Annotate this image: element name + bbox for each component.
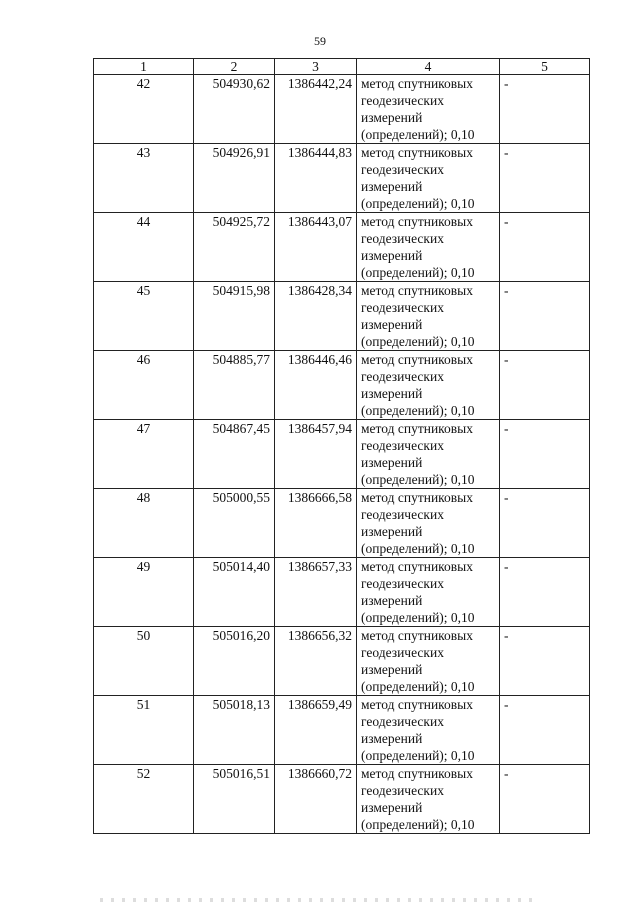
point-number-cell: 46 (94, 351, 194, 420)
point-number-cell: 50 (94, 627, 194, 696)
scan-artifact (100, 898, 540, 902)
table-row (94, 696, 590, 765)
y-coordinate-cell: 1386656,32 (275, 627, 357, 696)
x-coordinate-cell: 504867,45 (194, 420, 275, 489)
method-line: метод спутниковых (361, 214, 473, 229)
method-line: измерений (361, 662, 423, 677)
column-header-note: 5 (500, 59, 590, 75)
y-coordinate-cell: 1386666,58 (275, 489, 357, 558)
point-number-cell: 45 (94, 282, 194, 351)
method-line: геодезических (361, 93, 444, 108)
method-line: геодезических (361, 369, 444, 384)
x-coordinate-cell: 504885,77 (194, 351, 275, 420)
x-coordinate-cell: 504930,62 (194, 75, 275, 144)
y-coordinate-cell: 1386428,34 (275, 282, 357, 351)
point-number-cell: 47 (94, 420, 194, 489)
method-line: измерений (361, 110, 423, 125)
column-header-method: 4 (357, 59, 500, 75)
method-cell (357, 351, 500, 420)
method-line: геодезических (361, 783, 444, 798)
note-cell: - (500, 420, 590, 489)
method-cell (357, 420, 500, 489)
method-cell (357, 627, 500, 696)
y-coordinate-cell: 1386659,49 (275, 696, 357, 765)
note-cell: - (500, 282, 590, 351)
x-coordinate-cell: 504926,91 (194, 144, 275, 213)
method-line: измерений (361, 593, 423, 608)
method-line: метод спутниковых (361, 145, 473, 160)
column-header-number: 1 (94, 59, 194, 75)
x-coordinate-cell: 505016,51 (194, 765, 275, 834)
method-line: (определений); 0,10 (361, 679, 475, 694)
method-line: измерений (361, 800, 423, 815)
method-cell (357, 213, 500, 282)
x-coordinate-cell: 504915,98 (194, 282, 275, 351)
y-coordinate-cell: 1386457,94 (275, 420, 357, 489)
method-line: (определений); 0,10 (361, 472, 475, 487)
table-row (94, 351, 590, 420)
column-header-x: 2 (194, 59, 275, 75)
page-number: 59 (314, 34, 326, 48)
point-number-cell: 49 (94, 558, 194, 627)
table-row (94, 765, 590, 834)
method-line: измерений (361, 317, 423, 332)
method-cell (357, 489, 500, 558)
x-coordinate-cell: 505000,55 (194, 489, 275, 558)
x-coordinate-cell: 505016,20 (194, 627, 275, 696)
method-line: геодезических (361, 162, 444, 177)
note-cell: - (500, 213, 590, 282)
table-row (94, 627, 590, 696)
method-line: (определений); 0,10 (361, 334, 475, 349)
table-row (94, 489, 590, 558)
method-line: геодезических (361, 438, 444, 453)
table-body (94, 75, 590, 834)
method-line: (определений); 0,10 (361, 403, 475, 418)
table-row (94, 144, 590, 213)
method-line: (определений); 0,10 (361, 196, 475, 211)
method-line: (определений); 0,10 (361, 265, 475, 280)
method-line: (определений); 0,10 (361, 610, 475, 625)
y-coordinate-cell: 1386444,83 (275, 144, 357, 213)
method-line: измерений (361, 731, 423, 746)
method-line: геодезических (361, 576, 444, 591)
method-line: (определений); 0,10 (361, 541, 475, 556)
y-coordinate-cell: 1386657,33 (275, 558, 357, 627)
note-cell: - (500, 144, 590, 213)
method-line: геодезических (361, 645, 444, 660)
method-line: метод спутниковых (361, 283, 473, 298)
method-line: измерений (361, 455, 423, 470)
method-line: геодезических (361, 507, 444, 522)
x-coordinate-cell: 504925,72 (194, 213, 275, 282)
method-line: измерений (361, 386, 423, 401)
method-cell (357, 144, 500, 213)
note-cell: - (500, 558, 590, 627)
method-cell (357, 765, 500, 834)
point-number-cell: 43 (94, 144, 194, 213)
x-coordinate-cell: 505018,13 (194, 696, 275, 765)
coordinates-table (93, 58, 590, 834)
method-line: метод спутниковых (361, 766, 473, 781)
method-line: (определений); 0,10 (361, 127, 475, 142)
method-line: геодезических (361, 231, 444, 246)
method-line: метод спутниковых (361, 352, 473, 367)
point-number-cell: 51 (94, 696, 194, 765)
method-line: (определений); 0,10 (361, 748, 475, 763)
y-coordinate-cell: 1386442,24 (275, 75, 357, 144)
method-line: метод спутниковых (361, 421, 473, 436)
note-cell: - (500, 696, 590, 765)
table-row (94, 213, 590, 282)
table-row (94, 558, 590, 627)
method-line: метод спутниковых (361, 559, 473, 574)
point-number-cell: 52 (94, 765, 194, 834)
point-number-cell: 44 (94, 213, 194, 282)
table-row (94, 75, 590, 144)
method-line: измерений (361, 179, 423, 194)
column-header-y: 3 (275, 59, 357, 75)
method-cell (357, 558, 500, 627)
table-row (94, 282, 590, 351)
table-row (94, 420, 590, 489)
method-line: измерений (361, 248, 423, 263)
method-line: метод спутниковых (361, 76, 473, 91)
method-line: метод спутниковых (361, 628, 473, 643)
y-coordinate-cell: 1386660,72 (275, 765, 357, 834)
note-cell: - (500, 351, 590, 420)
method-line: метод спутниковых (361, 697, 473, 712)
note-cell: - (500, 765, 590, 834)
method-cell (357, 282, 500, 351)
note-cell: - (500, 489, 590, 558)
method-line: геодезических (361, 300, 444, 315)
method-line: метод спутниковых (361, 490, 473, 505)
table-header-row (94, 59, 590, 75)
method-line: геодезических (361, 714, 444, 729)
point-number-cell: 48 (94, 489, 194, 558)
method-cell (357, 696, 500, 765)
method-cell (357, 75, 500, 144)
y-coordinate-cell: 1386443,07 (275, 213, 357, 282)
note-cell: - (500, 627, 590, 696)
y-coordinate-cell: 1386446,46 (275, 351, 357, 420)
note-cell: - (500, 75, 590, 144)
x-coordinate-cell: 505014,40 (194, 558, 275, 627)
point-number-cell: 42 (94, 75, 194, 144)
method-line: измерений (361, 524, 423, 539)
method-line: (определений); 0,10 (361, 817, 475, 832)
